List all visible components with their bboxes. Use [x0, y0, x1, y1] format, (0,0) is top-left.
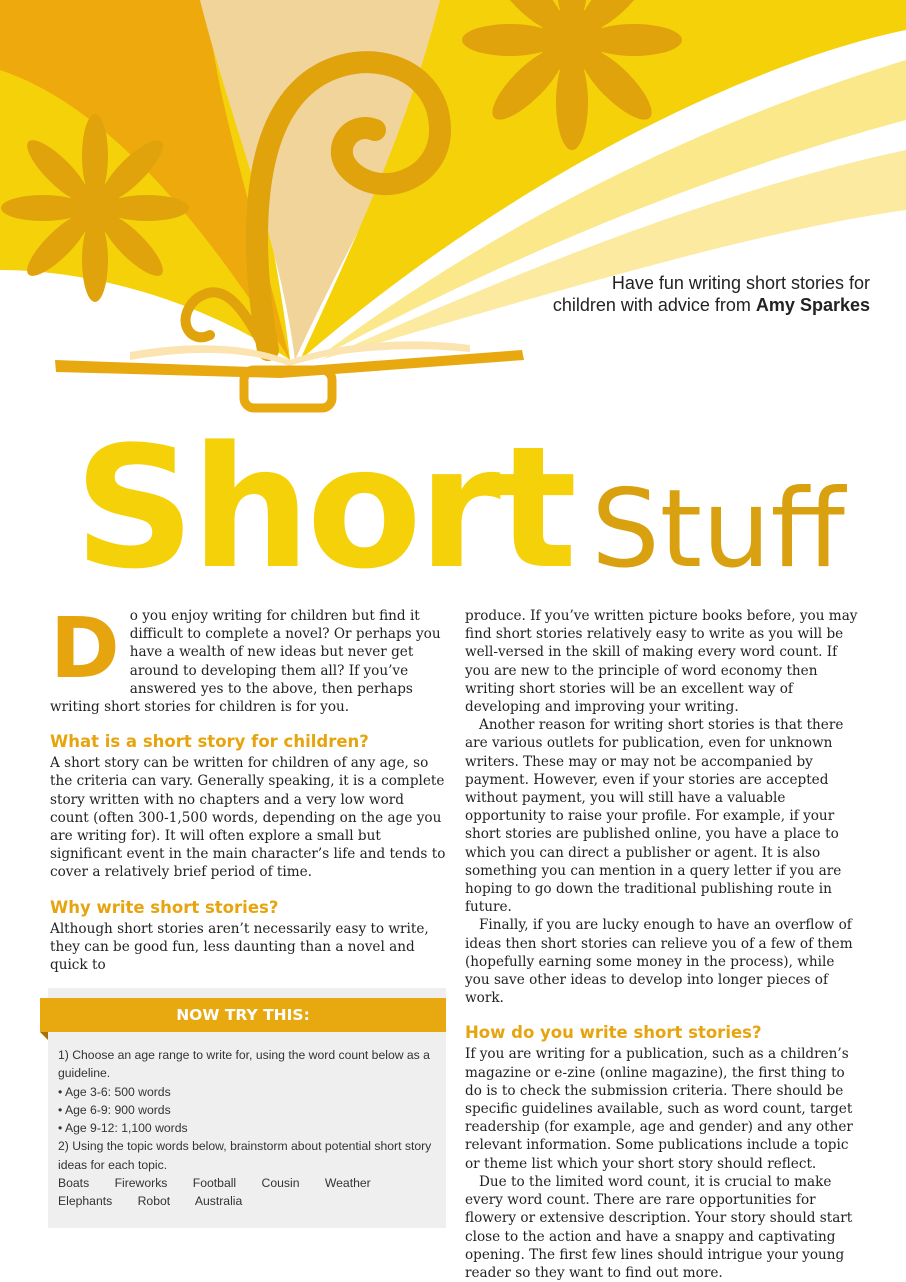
now-try-this-content	[58, 1046, 438, 1211]
flower-left-icon	[1, 114, 189, 302]
topic-word: Weather	[324, 1176, 371, 1191]
col2-paragraph-3: Finally, if you are lucky enough to have an overflow of ideas then short stories can relieve you of a few of them (hopefully earning some money in the process), while you save other ideas to develop into longer pieces of work.	[465, 917, 853, 1007]
topic-word: Cousin	[261, 1176, 300, 1191]
age-item: • Age 3-6: 500 words	[58, 1084, 171, 1099]
topic-word: Elephants	[58, 1194, 113, 1209]
section-why-text: Although short stories aren’t necessarily easy to write, they can be good fun, less daunting than a novel and quick to	[50, 920, 429, 974]
age-item: • Age 9-12: 1,100 words	[58, 1121, 188, 1136]
col2-paragraph-4: If you are writing for a publication, such as a children’s magazine or e-zine (online magazine), the first thing to do is to check the submission criteria. There should be specific guidelines available, such as word count, target readership (for example, age and gender) and any other relevant information. Some publications include a topic or theme list which your short story should reflect.	[465, 1046, 853, 1172]
topics-row-2	[58, 1192, 438, 1210]
section-what-text: A short story can be written for children of any age, so the criteria can vary. Generally speaking, it is a complete story written with no chapters and a very low word count (often 300-1,500 words, depending on the age you are writing for). It will often explore a small but significant event in the main character’s life and tends to cover a relatively brief period of time.	[50, 755, 446, 881]
try-step-1: 1) Choose an age range to write for, using the word count below as a guideline.	[58, 1048, 430, 1081]
drop-cap: D	[50, 599, 120, 697]
col2-paragraph-1: produce. If you’ve written picture books before, you may find short stories relatively easy to write as you will be well-versed in the skill of making every word count. If you are new to the principle of word economy then writing short stories will be an excellent way of developing and improving your writing.	[465, 608, 858, 716]
col2-paragraph-5: Due to the limited word count, it is crucial to make every word count. There are rare opportunities for flowery or extensive description. Your story should start close to the action and have a snappy and captivating opening. The first few lines should intrigue your young reader so they want to find out more.	[465, 1173, 853, 1281]
column-left	[50, 599, 446, 974]
subtitle-line-2: children with advice from Amy Sparkes	[552, 295, 870, 315]
subtitle-line-1: Have fun writing short stories for	[611, 273, 870, 293]
column-right	[465, 607, 863, 1282]
topic-word: Boats	[58, 1176, 90, 1191]
topic-word: Fireworks	[114, 1176, 168, 1191]
section-heading-why: Why write short stories?	[50, 897, 279, 917]
topics-row-1	[58, 1174, 438, 1192]
try-step-2: 2) Using the topic words below, brainstorm about potential short story ideas for each topic.	[58, 1139, 432, 1172]
page-title	[74, 410, 845, 606]
section-heading-what: What is a short story for children?	[50, 732, 369, 752]
col2-paragraph-2: Another reason for writing short stories is that there are various outlets for publication, even for unknown writers. These may or may not be accompanied by payment. However, even if your stories are accepted without payment, you will still have a valuable opportunity to raise your profile. For example, if your short stories are published online, you have a place to which you can direct a publisher or agent. It is also something you can mention in a query letter if you are hoping to go down the traditional publishing route in future.	[465, 717, 844, 916]
topic-word: Robot	[137, 1194, 171, 1209]
open-book-icon	[55, 341, 524, 408]
title-word-stuff: Stuff	[591, 467, 845, 592]
now-try-this-banner: NOW TRY THIS:	[40, 998, 446, 1032]
title-word-short: Short	[74, 410, 574, 606]
section-heading-how: How do you write short stories?	[465, 1023, 762, 1043]
topic-word: Football	[192, 1176, 237, 1191]
author-name: Amy Sparkes	[755, 295, 870, 315]
topic-word: Australia	[194, 1194, 243, 1209]
age-item: • Age 6-9: 900 words	[58, 1102, 171, 1117]
banner-fold	[40, 1032, 48, 1040]
article-subtitle	[470, 272, 870, 316]
intro-paragraph: Do you enjoy writing for children but find it difficult to complete a novel? Or perhaps you have a wealth of new ideas but never get around to developing them all? If you’ve answered yes to the above, then perhaps writing short stories for children is for you.	[50, 599, 441, 716]
